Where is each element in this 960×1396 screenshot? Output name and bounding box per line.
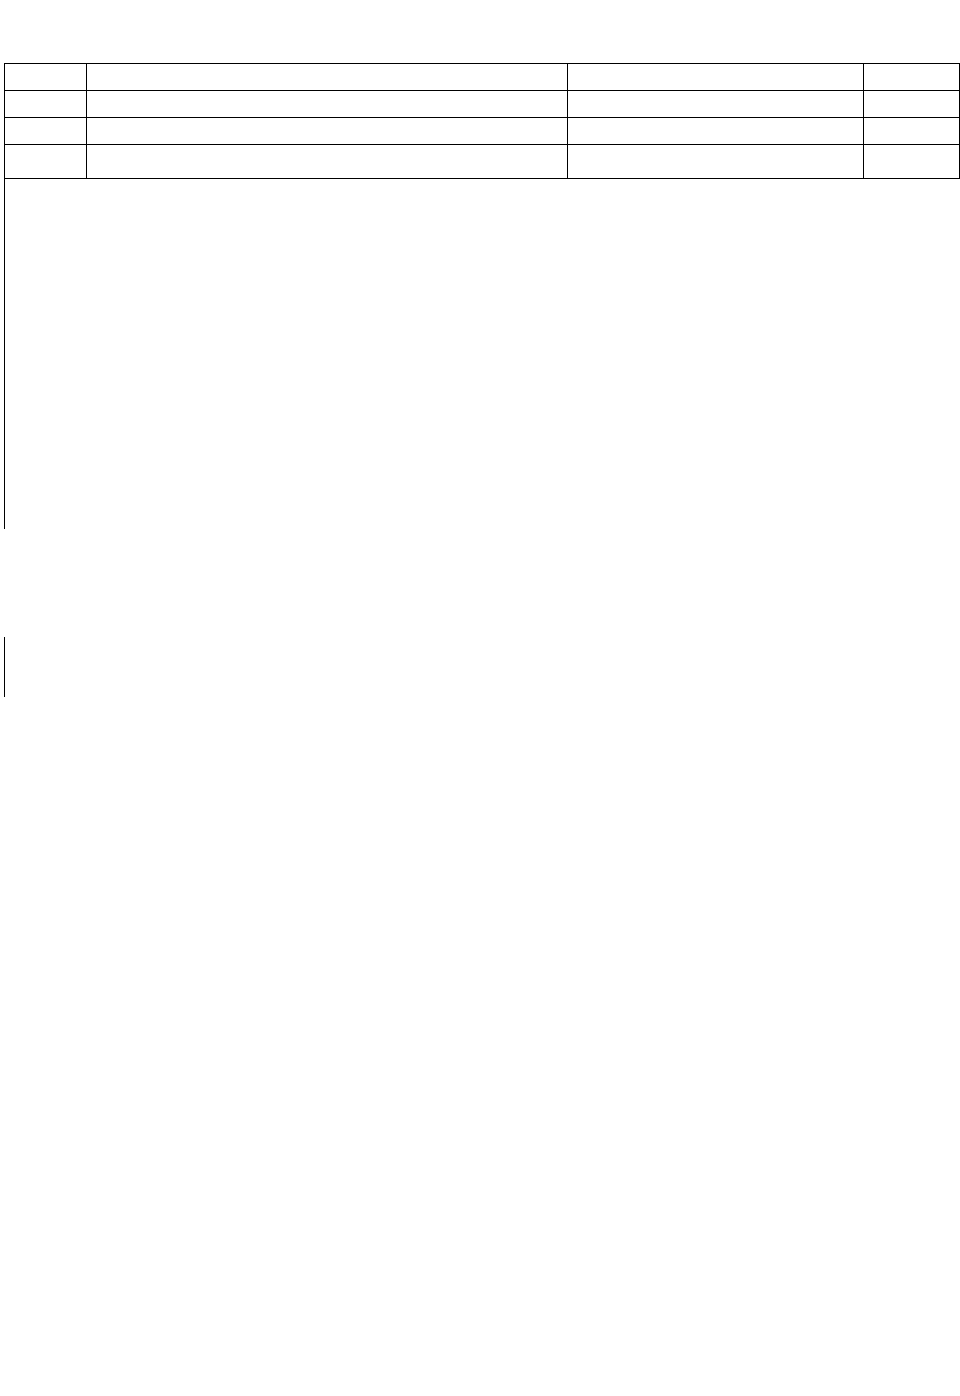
mri-price-table	[4, 692, 882, 1392]
procedure-code-table	[4, 63, 960, 529]
